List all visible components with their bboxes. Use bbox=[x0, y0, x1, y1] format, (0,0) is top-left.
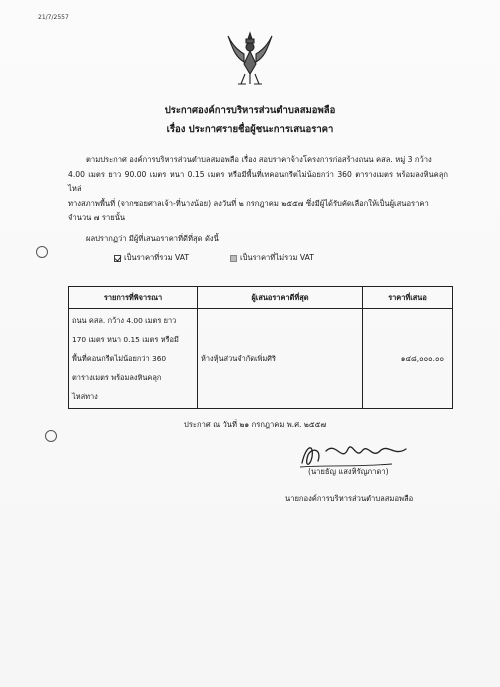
paragraph-line: จำนวน ๗ รายนั้น bbox=[68, 213, 126, 222]
checked-box-icon bbox=[114, 255, 121, 262]
vat-excluded-label: เป็นราคาที่ไม่รวม VAT bbox=[240, 253, 314, 262]
signer-position: นายกองค์การบริหารส่วนตำบลสมอพลือ bbox=[285, 494, 414, 503]
vat-included-option bbox=[114, 252, 189, 264]
unchecked-box-icon bbox=[230, 255, 237, 262]
table-row bbox=[69, 309, 453, 409]
table-cell-bidder: ห้างหุ้นส่วนจำกัดเพิ่มศิริ bbox=[198, 309, 363, 409]
table-header-bidder: ผู้เสนอราคาดีที่สุด bbox=[198, 287, 363, 309]
table-cell-item: ถนน คสล. กว้าง 4.00 เมตร ยาว 170 เมตร หนา 0.15 เมตร หรือมี พื้นที่คอนกรีตไม่น้อยกว่า 360 ตารางเมตร พร้อมลงหินคลุก ไหล่ทาง bbox=[69, 309, 198, 409]
garuda-emblem-icon bbox=[226, 30, 274, 86]
vat-included-label: เป็นราคาที่รวม VAT bbox=[124, 253, 190, 262]
results-table bbox=[68, 286, 453, 409]
paragraph-line: ตามประกาศ องค์การบริหารส่วนตำบลสมอพลือ เรื่อง สอบราคาจ้างโครงการก่อสร้างถนน คสล. หมู่ 3 กว้าง bbox=[86, 155, 432, 164]
document-title-line2: เรื่อง ประกาศรายชื่อผู้ชนะการเสนอราคา bbox=[166, 124, 334, 135]
signer-name: (นายธัญ แสงหิรัญภาดา) bbox=[308, 467, 389, 476]
paragraph-line: ทางสภาพพื้นที่ (จากซอยศาลเจ้า-ที่นางน้อย) ลงวันที่ ๒ กรกฎาคม ๒๕๕๗ ซึ่งมีผู้ได้รับคัดเลือกให้เป็นผู้เสนอราคา bbox=[68, 198, 429, 208]
hole-punch-mark bbox=[36, 246, 48, 258]
result-statement: ผลปรากฏว่า มีผู้ที่เสนอราคาที่ดีที่สุด ดังนี้ bbox=[86, 234, 219, 243]
paragraph-line: 4.00 เมตร ยาว 90.00 เมตร หนา 0.15 เมตร หรือมีพื้นที่เทคอนกรีตไม่น้อยกว่า 360 ตารางเมตร พร้อมลงหินคลุกไหล่ bbox=[68, 169, 448, 193]
table-cell-price: ๑๔๘,๐๐๐.๐๐ bbox=[363, 309, 453, 409]
table-header-price: ราคาที่เสนอ bbox=[363, 287, 453, 309]
document-title-line1: ประกาศองค์การบริหารส่วนตำบลสมอพลือ bbox=[164, 105, 336, 116]
vat-excluded-option bbox=[230, 252, 314, 264]
announcement-paragraph bbox=[68, 153, 448, 226]
announcement-date: ประกาศ ณ วันที่ ๒๑ กรกฎาคม พ.ศ. ๒๕๕๗ bbox=[184, 420, 327, 429]
table-header-row bbox=[69, 287, 453, 309]
document-code: 21/7/2557 bbox=[38, 14, 69, 21]
table-header-item: รายการที่พิจารณา bbox=[69, 287, 198, 309]
hole-punch-mark bbox=[45, 430, 57, 442]
